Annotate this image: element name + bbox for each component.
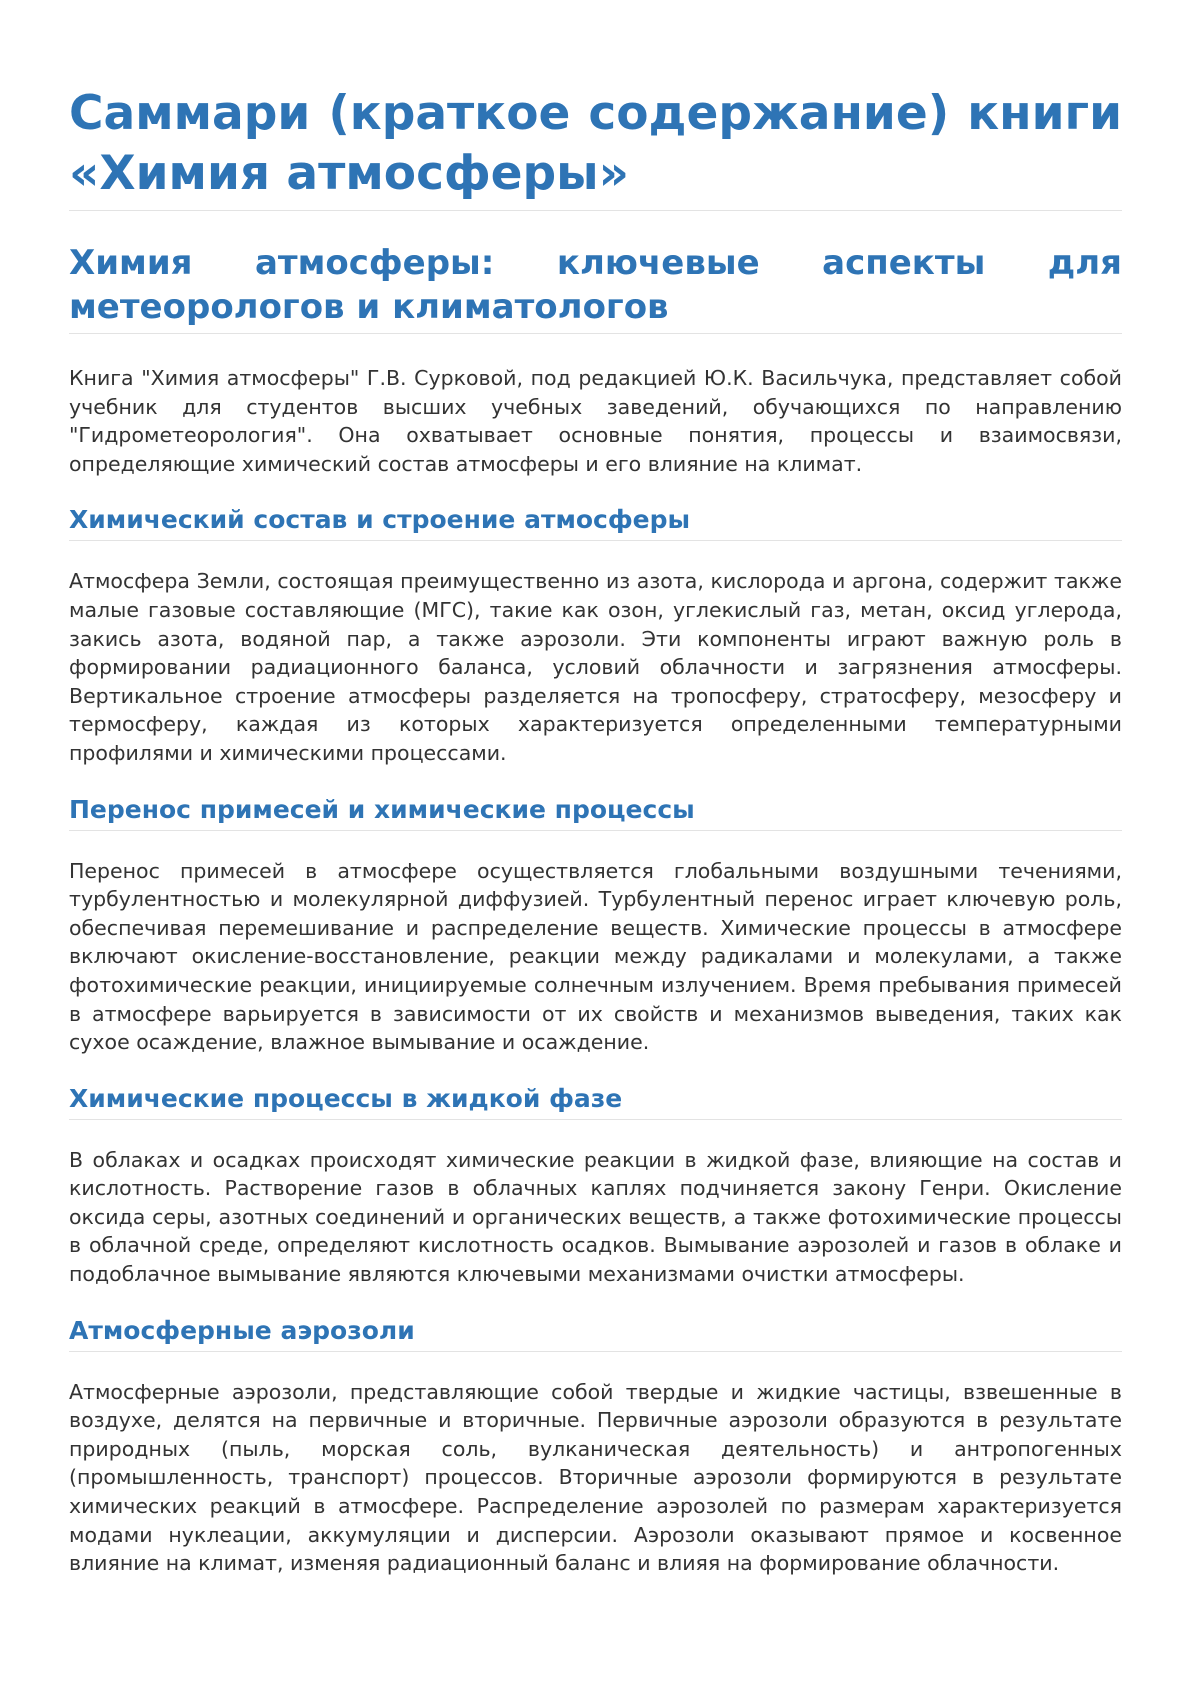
section-heading-liquid-phase: Химические процессы в жидкой фазе: [69, 1083, 1122, 1120]
section-heading-composition: Химический состав и строение атмосферы: [69, 504, 1122, 541]
document-subtitle: Химия атмосферы: ключевые аспекты для метеорологов и климатологов: [69, 241, 1122, 334]
section-text-liquid-phase: В облаках и осадках происходят химические реакции в жидкой фазе, влияющие на состав и кислотность. Растворение газов в облачных каплях подчиняется закону Генри. Окисление оксида серы, азотных соединений и органических веществ, а также фотохимические процессы в облачной среде, определяют кислотность осадков. Вымывание аэрозолей и газов в облаке и подоблачное вымывание являются ключевыми механизмами очистки атмосферы.: [69, 1147, 1122, 1287]
section-heading-aerosols: Атмосферные аэрозоли: [69, 1315, 1122, 1352]
section-text-aerosols: Атмосферные аэрозоли, представляющие собой твердые и жидкие частицы, взвешенные в воздухе, делятся на первичные и вторичные. Первичные аэрозоли образуются в результате природных (пыль, морская соль, вулканическая деятельность) и антропогенных (промышленность, транспорт) процессов. Вторичные аэрозоли формируются в результате химических реакций в атмосфере. Распределение аэрозолей по размерам характеризуется модами нуклеации, аккумуляции и дисперсии. Аэрозоли оказывают прямое и косвенное влияние на климат, изменяя радиационный баланс и влияя на формирование облачности.: [69, 1379, 1122, 1576]
intro-paragraph: Книга "Химия атмосферы" Г.В. Сурковой, под редакцией Ю.К. Васильчука, представляет собой учебник для студентов высших учебных заведений, обучающихся по направлению "Гидрометеорология". Она охватывает основные понятия, процессы и взаимосвязи, определяющие химический состав атмосферы и его влияние на климат.: [69, 366, 1122, 476]
section-heading-transport: Перенос примесей и химические процессы: [69, 794, 1122, 831]
document-title: Саммари (краткое содержание) книги «Химия атмосферы»: [69, 84, 1122, 211]
section-text-transport: Перенос примесей в атмосфере осуществляется глобальными воздушными течениями, турбулентностью и молекулярной диффузией. Турбулентный перенос играет ключевую роль, обеспечивая перемешивание и распределение веществ. Химические процессы в атмосфере включают окисление-восстановление, реакции между радикалами и молекулами, а также фотохимические реакции, инициируемые солнечным излучением. Время пребывания примесей в атмосфере варьируется в зависимости от их свойств и механизмов выведения, таких как сухое осаждение, влажное вымывание и осаждение.: [69, 858, 1122, 1055]
section-text-composition: Атмосфера Земли, состоящая преимущественно из азота, кислорода и аргона, содержит также малые газовые составляющие (МГС), такие как озон, углекислый газ, метан, оксид углерода, закись азота, водяной пар, а также аэрозоли. Эти компоненты играют важную роль в формировании радиационного баланса, условий облачности и загрязнения атмосферы. Вертикальное строение атмосферы разделяется на тропосферу, стратосферу, мезосферу и термосферу, каждая из которых характеризуется определенными температурными профилями и химическими процессами.: [69, 569, 1122, 765]
document-page: [69, 84, 1122, 1578]
